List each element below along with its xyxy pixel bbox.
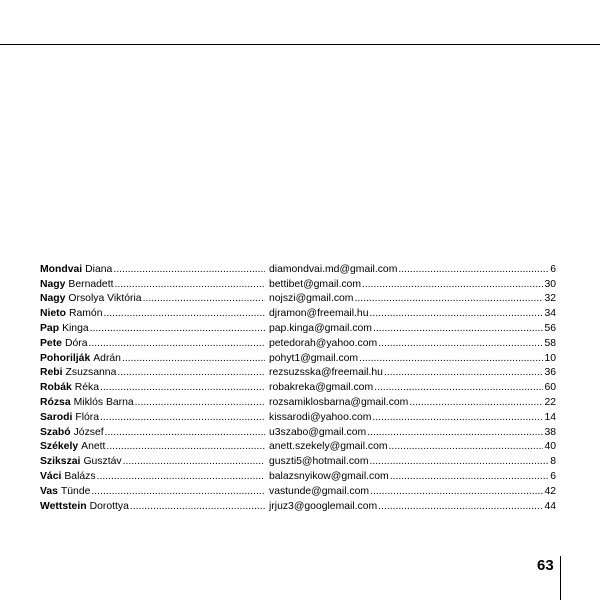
contributor-index-list: [40, 261, 556, 513]
entry-surname: Nieto: [40, 308, 66, 320]
dot-leader: [113, 264, 265, 276]
entry-email: djramon@freemail.hu: [269, 308, 369, 320]
dot-leader: [354, 293, 543, 305]
entry-surname: Váci: [40, 470, 62, 482]
entry-page-number: 58: [544, 337, 556, 349]
dot-leader: [359, 353, 543, 365]
entry-page-number: 38: [544, 426, 556, 438]
dot-leader: [90, 323, 265, 335]
dot-leader: [398, 264, 549, 276]
entry-surname: Wettstein: [40, 500, 87, 512]
entry-contact: [269, 397, 556, 409]
entry-name: [40, 353, 266, 365]
entry-surname: Pap: [40, 322, 60, 334]
index-entry: [40, 468, 556, 483]
entry-page-number: 22: [544, 396, 556, 408]
page-number-divider: [560, 556, 561, 600]
entry-name: [40, 338, 266, 350]
dot-leader: [105, 427, 265, 439]
entry-email: petedorah@yahoo.com: [269, 337, 378, 349]
dot-leader: [367, 427, 543, 439]
entry-name: [40, 264, 266, 276]
entry-given-name: Réka: [74, 382, 100, 394]
dot-leader: [143, 293, 265, 305]
dot-leader: [362, 279, 543, 291]
entry-name: [40, 441, 266, 453]
dot-leader: [100, 382, 265, 394]
entry-email: anett.szekely@gmail.com: [269, 441, 388, 453]
entry-given-name: Gusztáv: [83, 456, 122, 468]
entry-page-number: 6: [550, 470, 556, 482]
entry-surname: Vas: [40, 485, 58, 497]
entry-email: kissarodi@yahoo.com: [269, 411, 372, 423]
dot-leader: [370, 308, 544, 320]
entry-given-name: Miklós Barna: [73, 396, 134, 408]
entry-surname: Pohorilják: [40, 352, 91, 364]
entry-page-number: 8: [550, 456, 556, 468]
dot-leader: [409, 397, 543, 409]
entry-name: [40, 323, 266, 335]
dot-leader: [122, 353, 265, 365]
entry-page-number: 10: [544, 352, 556, 364]
page-number: 63: [537, 557, 554, 574]
entry-surname: Rózsa: [40, 396, 71, 408]
entry-given-name: Zsuzsanna: [65, 367, 117, 379]
entry-name: [40, 486, 266, 498]
entry-contact: [269, 353, 556, 365]
dot-leader: [88, 338, 265, 350]
entry-email: robakreka@gmail.com: [269, 382, 374, 394]
entry-contact: [269, 293, 556, 305]
entry-contact: [269, 323, 556, 335]
entry-name: [40, 367, 266, 379]
dot-leader: [384, 367, 544, 379]
entry-contact: [269, 308, 556, 320]
entry-page-number: 6: [550, 263, 556, 275]
index-entry: [40, 409, 556, 424]
entry-email: vastunde@gmail.com: [269, 485, 370, 497]
entry-given-name: Ramón: [68, 308, 103, 320]
entry-name: [40, 382, 266, 394]
index-entry: [40, 261, 556, 276]
dot-leader: [374, 382, 543, 394]
index-entry: [40, 439, 556, 454]
entry-surname: Sarodi: [40, 411, 73, 423]
entry-given-name: Flóra: [75, 411, 100, 423]
entry-surname: Székely: [40, 441, 79, 453]
index-entry: [40, 320, 556, 335]
index-entry: [40, 305, 556, 320]
entry-given-name: Dóra: [64, 337, 88, 349]
entry-name: [40, 501, 266, 513]
dot-leader: [97, 471, 265, 483]
dot-leader: [378, 338, 543, 350]
entry-name: [40, 293, 266, 305]
index-entry: [40, 350, 556, 365]
entry-contact: [269, 441, 556, 453]
entry-page-number: 34: [544, 308, 556, 320]
index-entry: [40, 379, 556, 394]
entry-page-number: 44: [544, 500, 556, 512]
entry-page-number: 60: [544, 382, 556, 394]
entry-page-number: 56: [544, 322, 556, 334]
entry-contact: [269, 486, 556, 498]
entry-name: [40, 456, 266, 468]
entry-given-name: Tünde: [60, 485, 91, 497]
entry-email: rezsuzsska@freemail.hu: [269, 367, 383, 379]
index-entry: [40, 276, 556, 291]
index-entry: [40, 453, 556, 468]
entry-email: jrjuz3@googlemail.com: [269, 500, 378, 512]
index-entry: [40, 498, 556, 513]
entry-page-number: 14: [544, 411, 556, 423]
dot-leader: [114, 279, 265, 291]
dot-leader: [106, 441, 265, 453]
entry-surname: Rebi: [40, 367, 63, 379]
entry-surname: Mondvai: [40, 263, 83, 275]
entry-email: pohyt1@gmail.com: [269, 352, 359, 364]
entry-surname: Nagy: [40, 293, 66, 305]
entry-contact: [269, 501, 556, 513]
entry-given-name: Orsolya Viktória: [68, 293, 142, 305]
entry-page-number: 40: [544, 441, 556, 453]
entry-contact: [269, 338, 556, 350]
entry-surname: Pete: [40, 337, 62, 349]
entry-given-name: József: [73, 426, 104, 438]
entry-contact: [269, 279, 556, 291]
entry-surname: Szabó: [40, 426, 71, 438]
top-divider: [0, 44, 600, 45]
entry-name: [40, 308, 266, 320]
dot-leader: [135, 397, 265, 409]
index-entry: [40, 365, 556, 380]
index-entry: [40, 424, 556, 439]
entry-email: rozsamiklosbarna@gmail.com: [269, 396, 409, 408]
entry-given-name: Adrán: [93, 352, 121, 364]
dot-leader: [130, 501, 265, 513]
dot-leader: [123, 456, 265, 468]
entry-name: [40, 279, 266, 291]
entry-surname: Robák: [40, 382, 72, 394]
entry-contact: [269, 412, 556, 424]
entry-name: [40, 427, 266, 439]
entry-contact: [269, 471, 556, 483]
entry-email: balazsnyikow@gmail.com: [269, 470, 389, 482]
dot-leader: [389, 441, 544, 453]
dot-leader: [91, 486, 265, 498]
entry-given-name: Kinga: [62, 322, 89, 334]
dot-leader: [390, 471, 550, 483]
entry-given-name: Bernadett: [68, 278, 114, 290]
entry-contact: [269, 264, 556, 276]
entry-name: [40, 397, 266, 409]
dot-leader: [370, 486, 543, 498]
entry-email: bettibet@gmail.com: [269, 278, 361, 290]
dot-leader: [372, 412, 543, 424]
entry-given-name: Anett: [81, 441, 106, 453]
index-entry: [40, 483, 556, 498]
dot-leader: [100, 412, 265, 424]
entry-contact: [269, 367, 556, 379]
entry-given-name: Dorottya: [89, 500, 129, 512]
entry-contact: [269, 456, 556, 468]
entry-page-number: 30: [544, 278, 556, 290]
entry-email: guszti5@hotmail.com: [269, 456, 369, 468]
entry-surname: Szikszai: [40, 456, 81, 468]
dot-leader: [373, 323, 543, 335]
index-entry: [40, 291, 556, 306]
index-entry: [40, 394, 556, 409]
dot-leader: [369, 456, 549, 468]
entry-email: pap.kinga@gmail.com: [269, 322, 372, 334]
entry-page-number: 32: [544, 293, 556, 305]
entry-email: diamondvai.md@gmail.com: [269, 263, 398, 275]
entry-name: [40, 412, 266, 424]
dot-leader: [117, 367, 265, 379]
entry-page-number: 42: [544, 485, 556, 497]
entry-contact: [269, 382, 556, 394]
index-entry: [40, 335, 556, 350]
dot-leader: [103, 308, 265, 320]
entry-email: nojszi@gmail.com: [269, 293, 354, 305]
entry-given-name: Diana: [85, 263, 113, 275]
entry-name: [40, 471, 266, 483]
dot-leader: [378, 501, 543, 513]
entry-contact: [269, 427, 556, 439]
entry-page-number: 36: [544, 367, 556, 379]
entry-given-name: Balázs: [64, 470, 96, 482]
entry-surname: Nagy: [40, 278, 66, 290]
entry-email: u3szabo@gmail.com: [269, 426, 367, 438]
